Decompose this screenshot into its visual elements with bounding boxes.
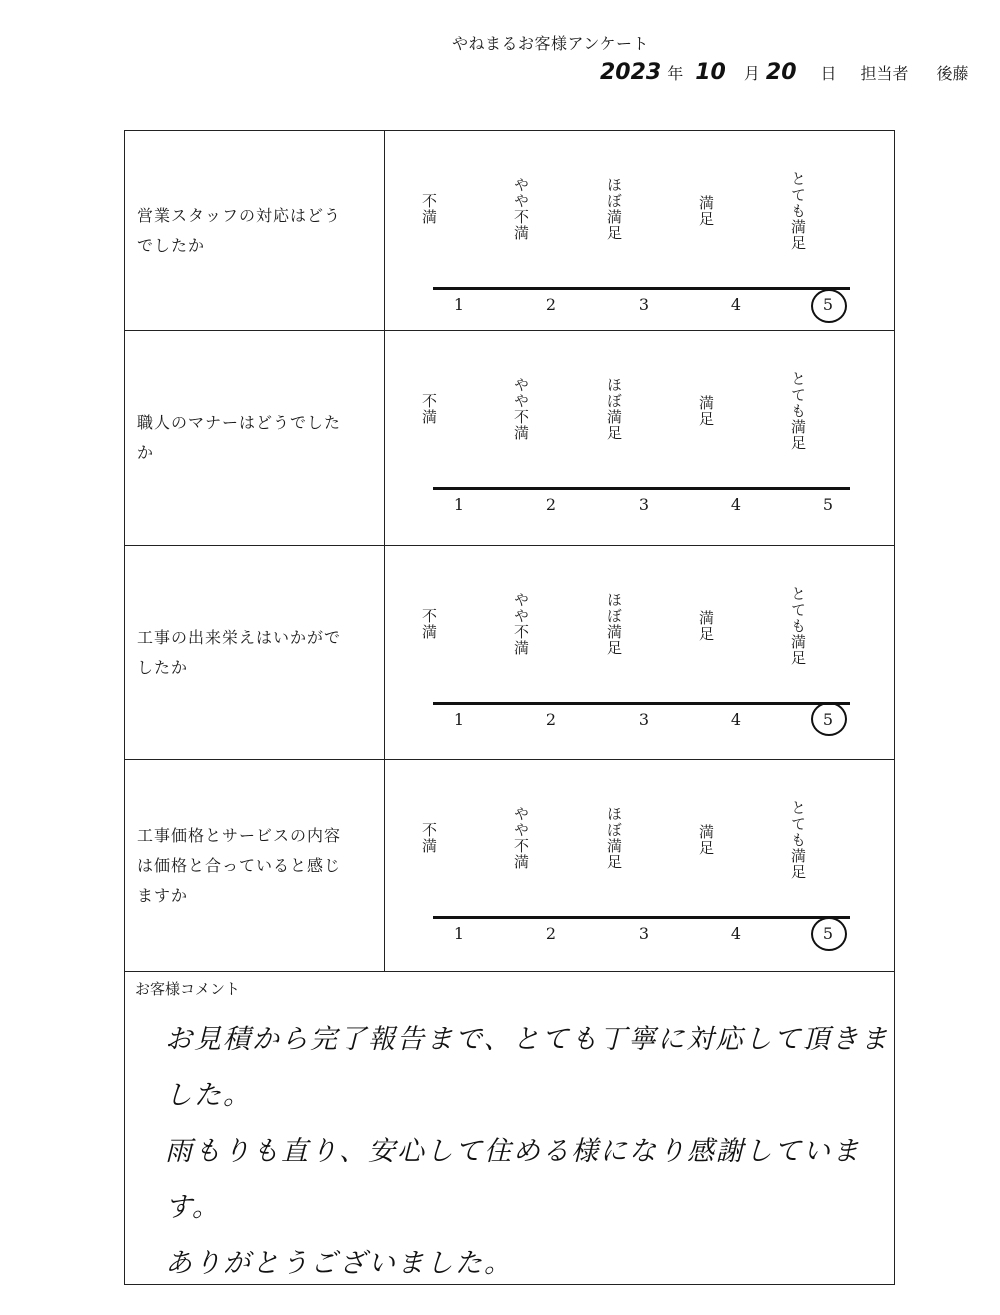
question-cell [125,546,385,759]
scale-label: とても満足 [789,371,807,451]
scale-label: とても満足 [789,800,807,880]
scale-label: やや不満 [512,806,530,870]
scale-number[interactable]: 1 [453,295,465,314]
question-text: 職人のマナーはどうでしたか [137,413,342,462]
scale-number[interactable]: 1 [453,924,465,943]
scale-label: 満足 [697,195,715,227]
scale-axis [433,287,850,290]
scale-number[interactable]: 5 [822,924,834,943]
rating-scale [385,546,894,759]
question-row [125,546,894,760]
question-cell [125,131,385,330]
month-value: 10 [695,60,726,85]
scale-number[interactable]: 4 [730,710,742,729]
question-text: 営業スタッフの対応はどうでしたか [137,205,342,255]
rating-scale [385,131,894,330]
comment-line: 雨もりも直り、安心して住める様になり感謝しています。 [165,1136,861,1223]
scale-label: とても満足 [789,171,807,251]
scale-label: 満足 [697,610,715,642]
scale-number[interactable]: 4 [730,495,742,514]
scale-label: ほぼ満足 [605,177,623,241]
scale-label: 不満 [420,393,438,425]
scale-label: やや不満 [512,377,530,441]
survey-table [124,130,895,1285]
question-row [125,131,894,331]
question-text: 工事の出来栄えはいかがでしたか [137,627,342,677]
comment-box [125,972,894,1284]
scale-number[interactable]: 2 [545,495,557,514]
scale-number[interactable]: 4 [730,924,742,943]
scale-number[interactable]: 2 [545,295,557,314]
question-cell [125,331,385,545]
staff-name: 後藤 [936,64,969,83]
scale-label: 不満 [420,608,438,640]
question-row [125,760,894,972]
selected-circle-mark [811,289,847,323]
scale-axis [433,487,850,490]
scale-number[interactable]: 3 [638,295,650,314]
scale-label: 満足 [697,395,715,427]
scale-number[interactable]: 3 [638,924,650,943]
question-text: 工事価格とサービスの内容は価格と合っていると感じますか [137,825,342,905]
day-label: 日 [820,64,837,83]
scale-number[interactable]: 2 [545,924,557,943]
scale-label: ほぼ満足 [605,377,623,441]
question-cell [125,760,385,971]
scale-label: 満足 [697,824,715,856]
scale-number[interactable]: 3 [638,495,650,514]
scale-number[interactable]: 1 [453,710,465,729]
rating-scale [385,760,894,971]
scale-label: ほぼ満足 [605,592,623,656]
year-value: 2023 [600,60,662,85]
month-label: 月 [743,64,760,83]
date-staff-line [600,60,975,85]
comment-text [165,1012,894,1292]
scale-label: やや不満 [512,177,530,241]
scale-number[interactable]: 5 [822,710,834,729]
comment-label: お客様コメント [135,980,241,998]
scale-label: ほぼ満足 [605,806,623,870]
scale-axis [433,916,850,919]
scale-axis [433,702,850,705]
scale-number[interactable]: 2 [545,710,557,729]
scale-label: 不満 [420,193,438,225]
scale-number[interactable]: 5 [822,295,834,314]
scale-label: 不満 [420,822,438,854]
selected-circle-mark [811,917,847,951]
selected-circle-mark [811,702,847,736]
survey-title: やねまるお客様アンケート [452,34,650,53]
rating-scale [385,331,894,545]
scale-number[interactable]: 3 [638,710,650,729]
scale-label: とても満足 [789,586,807,666]
staff-label: 担当者 [860,64,909,83]
scale-label: やや不満 [512,592,530,656]
comment-line: ありがとうございました。 [165,1248,513,1279]
question-row [125,331,894,546]
scale-number[interactable]: 5 [822,495,834,514]
day-value: 20 [765,60,797,85]
scale-number[interactable]: 4 [730,295,742,314]
comment-line: お見積から完了報告まで、とても丁寧に対応して頂きました。 [165,1024,890,1111]
scale-number[interactable]: 1 [453,495,465,514]
year-label: 年 [667,64,684,83]
